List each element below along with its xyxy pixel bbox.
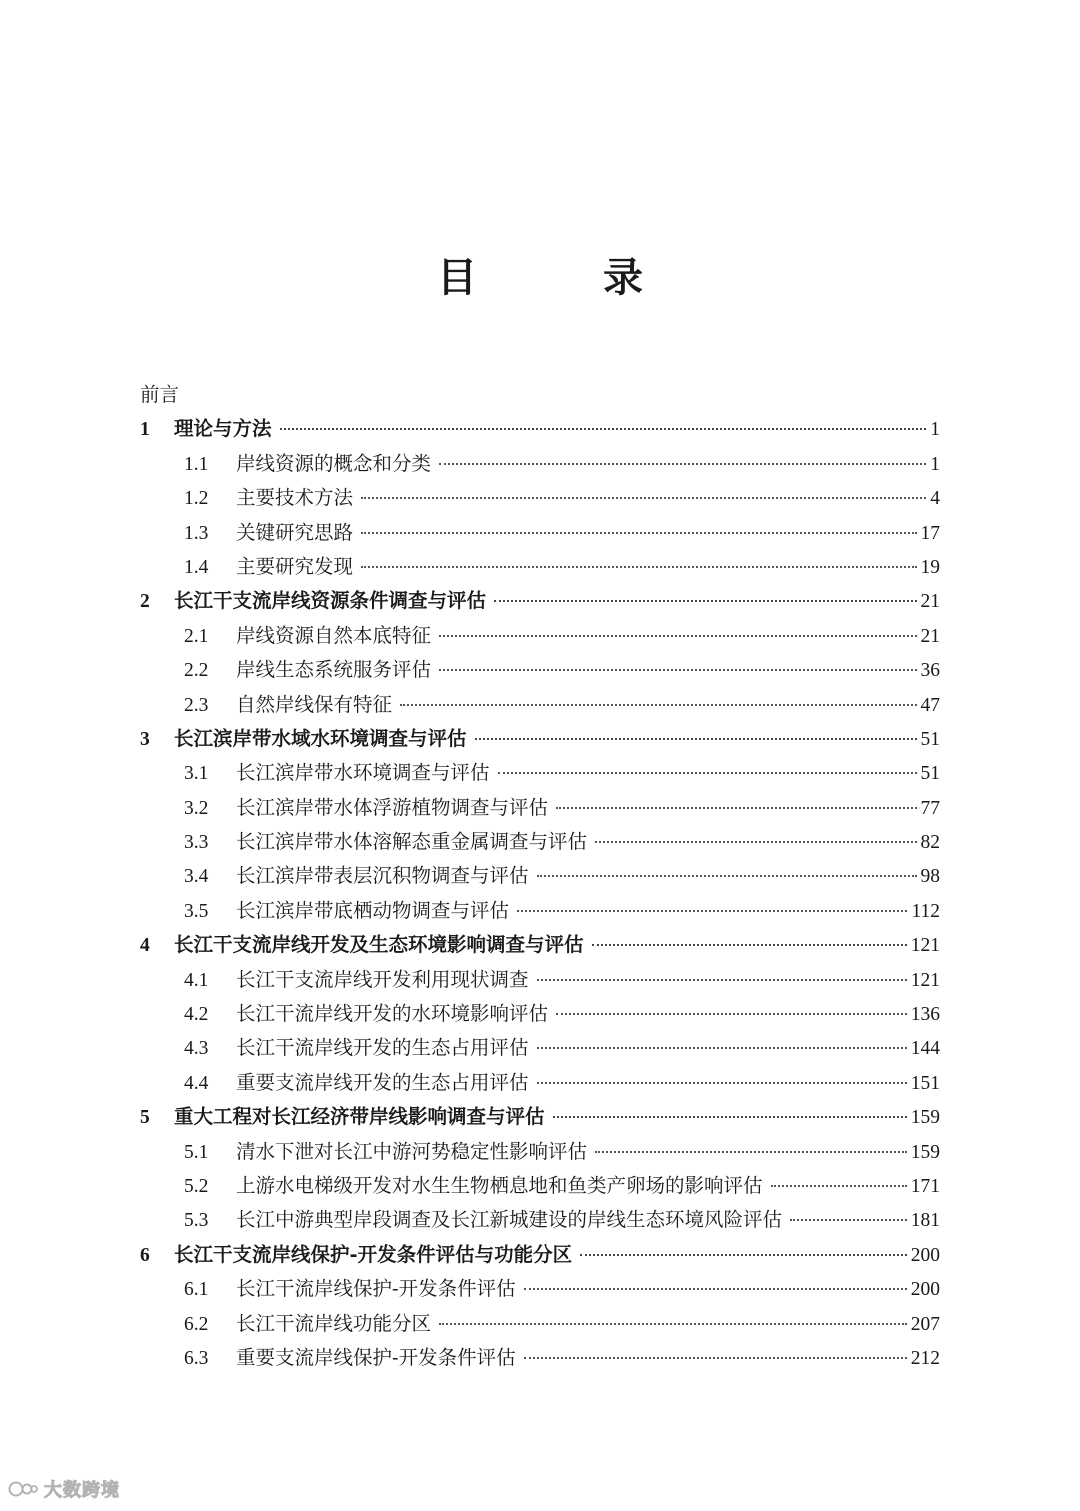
toc-dot-leader [524,1288,907,1290]
toc-entry-number: 5.1 [184,1141,209,1163]
toc-entry-number: 3 [140,728,150,750]
toc-entry-number: 3.1 [184,763,209,785]
toc-entry-title: 重要支流岸线保护-开发条件评估 [236,1345,516,1369]
toc-chapter-row[interactable] [140,1100,940,1134]
toc-entry-page: 151 [910,1072,940,1094]
toc-section-row[interactable] [140,1135,940,1169]
toc-dot-leader [524,1357,907,1359]
toc-entry-title: 清水下泄对长江中游河势稳定性影响评估 [236,1139,588,1163]
toc-section-row[interactable] [140,1307,940,1341]
toc-entry-number: 5.2 [184,1175,209,1197]
watermark-text: 大数跨境 [44,1480,120,1501]
toc-entry-page: 121 [910,969,940,991]
toc-entry-page: 136 [910,1004,940,1026]
toc-dot-leader [771,1185,907,1187]
toc-entry-title: 岸线资源的概念和分类 [236,451,432,475]
watermark [8,1474,120,1504]
toc-dot-leader [439,1323,907,1325]
toc-dot-leader [361,497,926,499]
toc-section-row[interactable] [140,894,940,928]
toc-dot-leader [475,738,917,740]
toc-entry-page: 207 [910,1313,940,1335]
toc-dot-leader [556,1013,907,1015]
toc-dot-leader [439,463,926,465]
toc-section-row[interactable] [140,1031,940,1065]
toc-entry-title: 长江中游典型岸段调查及长江新城建设的岸线生态环境风险评估 [236,1208,783,1232]
toc-dot-leader [361,532,916,534]
toc-entry-page: 112 [911,900,940,922]
toc-entry-page: 77 [920,797,940,819]
toc-entry-page: 51 [920,728,940,750]
toc-entry-title: 长江干支流岸线开发及生态环境影响调查与评估 [174,933,584,957]
toc-entry-page: 171 [910,1175,940,1197]
toc-entry-page: 200 [910,1244,940,1266]
toc-dot-leader [580,1254,907,1256]
toc-section-row[interactable] [140,481,940,515]
toc-section-row[interactable] [140,1066,940,1100]
toc-entry-number: 1 [140,419,150,441]
toc-dot-leader [537,979,907,981]
toc-chapter-row[interactable] [140,412,940,446]
toc-entry-number: 4 [140,935,150,957]
toc-entry-title: 长江滨岸带表层沉积物调查与评估 [236,864,529,888]
toc-entry-page: 212 [910,1347,940,1369]
toc-entry-number: 3.2 [184,797,209,819]
toc-section-row[interactable] [140,963,940,997]
toc-dot-leader [592,944,907,946]
toc-entry-title: 长江滨岸带底栖动物调查与评估 [236,898,510,922]
toc-entry-title: 长江滨岸带水体溶解态重金属调查与评估 [236,830,588,854]
dashu-logo-icon [8,1478,38,1500]
toc-section-row[interactable] [140,859,940,893]
toc-section-row[interactable] [140,550,940,584]
toc-entry-page: 98 [920,866,940,888]
toc-entry-page: 51 [920,763,940,785]
table-of-contents [140,378,940,1375]
toc-entry-title: 长江滨岸带水体浮游植物调查与评估 [236,795,549,819]
toc-section-row[interactable] [140,1341,940,1375]
toc-entry-number: 3.3 [184,832,209,854]
toc-entry-title: 关键研究思路 [236,520,354,544]
toc-chapter-row[interactable] [140,928,940,962]
toc-entry-page: 36 [920,660,940,682]
toc-entry-title: 上游水电梯级开发对水生生物栖息地和鱼类产卵场的影响评估 [236,1173,763,1197]
toc-entry-page: 121 [910,935,940,957]
toc-entry-number: 4.2 [184,1004,209,1026]
toc-entry-page: 4 [930,488,940,510]
page-title: 目 录 [437,254,699,301]
toc-entry-title: 主要研究发现 [236,554,354,578]
toc-entry-title: 长江干流岸线功能分区 [236,1311,432,1335]
toc-dot-leader [439,669,916,671]
toc-entry-number: 4.4 [184,1072,209,1094]
toc-dot-leader [537,1082,907,1084]
toc-entry-number: 5.3 [184,1210,209,1232]
toc-entry-title: 长江干流岸线开发的水环境影响评估 [236,1002,549,1026]
toc-entry-number: 6.3 [184,1347,209,1369]
toc-chapter-row[interactable] [140,722,940,756]
toc-entry-page: 19 [920,556,940,578]
toc-dot-leader [553,1116,907,1118]
toc-section-row[interactable] [140,1169,940,1203]
toc-dot-leader [400,704,916,706]
toc-entry-number: 1.2 [184,488,209,510]
toc-front-row[interactable] [140,378,940,412]
toc-section-row[interactable] [140,516,940,550]
toc-dot-leader [790,1219,907,1221]
toc-section-row[interactable] [140,825,940,859]
toc-entry-page: 1 [930,453,940,475]
toc-entry-page: 21 [920,625,940,647]
toc-entry-number: 2 [140,591,150,613]
toc-section-row[interactable] [140,756,940,790]
toc-entry-page: 159 [910,1107,940,1129]
toc-dot-leader [439,635,916,637]
toc-entry-page: 200 [910,1279,940,1301]
toc-section-row[interactable] [140,791,940,825]
toc-entry-title: 重大工程对长江经济带岸线影响调查与评估 [174,1105,545,1129]
toc-entry-title: 前言 [140,383,180,406]
toc-entry-page: 17 [920,522,940,544]
toc-entry-page: 47 [920,694,940,716]
toc-entry-page: 21 [920,591,940,613]
toc-entry-title: 自然岸线保有特征 [236,692,393,716]
toc-entry-number: 6 [140,1244,150,1266]
toc-entry-title: 重要支流岸线开发的生态占用评估 [236,1070,529,1094]
toc-entry-title: 长江滨岸带水域水环境调查与评估 [174,726,467,750]
toc-dot-leader [595,841,916,843]
toc-dot-leader [498,772,917,774]
toc-chapter-row[interactable] [140,584,940,618]
toc-entry-title: 岸线生态系统服务评估 [236,658,432,682]
toc-section-row[interactable] [140,447,940,481]
toc-entry-number: 2.1 [184,625,209,647]
toc-entry-page: 181 [910,1210,940,1232]
toc-entry-number: 1.4 [184,556,209,578]
toc-entry-page: 159 [910,1141,940,1163]
toc-dot-leader [556,807,916,809]
toc-entry-number: 3.5 [184,900,209,922]
toc-entry-number: 2.3 [184,694,209,716]
toc-entry-title: 长江干流岸线保护-开发条件评估 [236,1277,516,1301]
toc-entry-page: 82 [920,832,940,854]
toc-dot-leader [361,566,916,568]
toc-entry-title: 岸线资源自然本底特征 [236,623,432,647]
toc-dot-leader [494,600,916,602]
toc-dot-leader [537,1047,907,1049]
toc-dot-leader [517,910,907,912]
toc-section-row[interactable] [140,997,940,1031]
toc-section-row[interactable] [140,688,940,722]
toc-dot-leader [537,875,917,877]
toc-entry-number: 2.2 [184,660,209,682]
toc-entry-number: 3.4 [184,866,209,888]
toc-chapter-row[interactable] [140,1238,940,1272]
toc-entry-title: 长江干流岸线开发的生态占用评估 [236,1036,529,1060]
toc-section-row[interactable] [140,653,940,687]
toc-entry-number: 1.3 [184,522,209,544]
toc-entry-page: 144 [910,1038,940,1060]
toc-section-row[interactable] [140,1272,940,1306]
toc-entry-number: 1.1 [184,453,209,475]
toc-dot-leader [280,428,927,430]
toc-entry-title: 长江干支流岸线资源条件调查与评估 [174,589,487,613]
toc-entry-number: 6.1 [184,1279,209,1301]
toc-section-row[interactable] [140,1203,940,1237]
toc-entry-page: 1 [930,419,940,441]
toc-entry-title: 长江滨岸带水环境调查与评估 [236,761,490,785]
toc-entry-title: 理论与方法 [174,417,272,441]
toc-entry-title: 长江干支流岸线开发利用现状调查 [236,967,529,991]
toc-entry-number: 4.1 [184,969,209,991]
toc-entry-title: 长江干支流岸线保护-开发条件评估与功能分区 [174,1242,573,1266]
toc-entry-number: 6.2 [184,1313,209,1335]
toc-dot-leader [595,1151,907,1153]
toc-entry-title: 主要技术方法 [236,486,354,510]
toc-entry-number: 4.3 [184,1038,209,1060]
toc-entry-number: 5 [140,1107,150,1129]
toc-section-row[interactable] [140,619,940,653]
